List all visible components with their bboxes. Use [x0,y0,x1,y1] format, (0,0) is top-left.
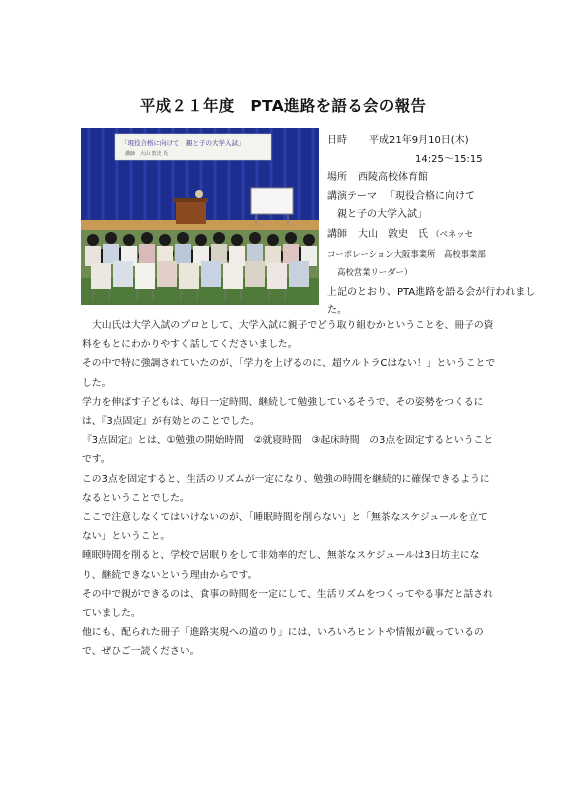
theme-row [327,188,552,207]
place-value: 西陵高校体育館 [358,172,428,184]
paragraph: その中で親ができるのは、食事の時間を一定にして、生活リズムをつくってやる事だと話されていました。 [82,588,493,620]
speaker-org-2: コーポレーション大阪事業所 高校事業部 [327,248,486,259]
date-row [327,132,552,151]
theme-value-2: 親と子の大学入試」 [337,209,427,221]
report-body [82,316,497,662]
date-value: 平成21年9月10日(木) [369,135,469,146]
place-label: 場所 [327,172,347,184]
paragraph: この3点を固定すると、生活のリズムが一定になり、勉強の時間を継続的に確保できるようになるということでした。 [82,473,490,504]
date-label: 日時 [327,135,347,146]
page-title: 平成２１年度 PTA進路を語る会の報告 [139,97,427,115]
paragraph: 大山氏は大学入試のプロとして、大学入試に親子でどう取り組むかということを、冊子の資料をもとにわかりやすく話してくださいました。 [82,320,494,351]
time-value: 14:25～15:15 [415,153,483,165]
summary-text: 上記のとおり、PTA進路を語る会が行われました。 [327,286,536,316]
theme-label: 講演テーマ [327,190,377,202]
paragraph: 学力を伸ばす子どもは、毎日一定時間、継続して勉強しているそうで、その姿勢をつくるには、『3点固定』が有効とのことでした。 [82,396,484,428]
theme-value-1: 「現役合格に向けて [385,190,475,202]
speaker-org-3: 高校営業リーダー） [337,267,413,278]
speaker-label: 講師 [327,228,347,240]
lecture-photo [81,128,319,305]
banner-text-2: 講師 大山 敦史 氏 [125,151,169,157]
place-row [327,169,552,188]
paragraph: 他にも、配られた冊子「進路実現への道のり」には、いろいろヒントや情報が載っているので、ぜひご一読ください。 [82,627,484,658]
paragraph: その中で特に強調されていたのが、「学力を上げるのに、超ウルトラCはない！」ということでした。 [82,358,496,389]
event-info [327,132,552,320]
speaker-org-1: （ベネッセ [431,228,474,239]
lecture-photo-illustration [81,128,319,305]
paragraph: 睡眠時間を削ると、学校で居眠りをして非効率的だし、無茶なスケジュールは3日坊主になり、継続できないという理由からです。 [82,550,480,581]
banner-text-1: 「現役合格に向けて 親と子の大学入試」 [121,139,245,147]
speaker-row [327,225,552,245]
paragraph: ここで注意しなくてはいけないのが、「睡眠時間を削らない」と「無茶なスケジュールを立てない」ということ。 [82,512,488,543]
speaker-name: 大山 敦史 氏 [358,228,428,240]
paragraph: 『3点固定』とは、①勉強の開始時間 ②就寝時間 ③起床時間 の3点を固定するということです。 [82,435,494,466]
